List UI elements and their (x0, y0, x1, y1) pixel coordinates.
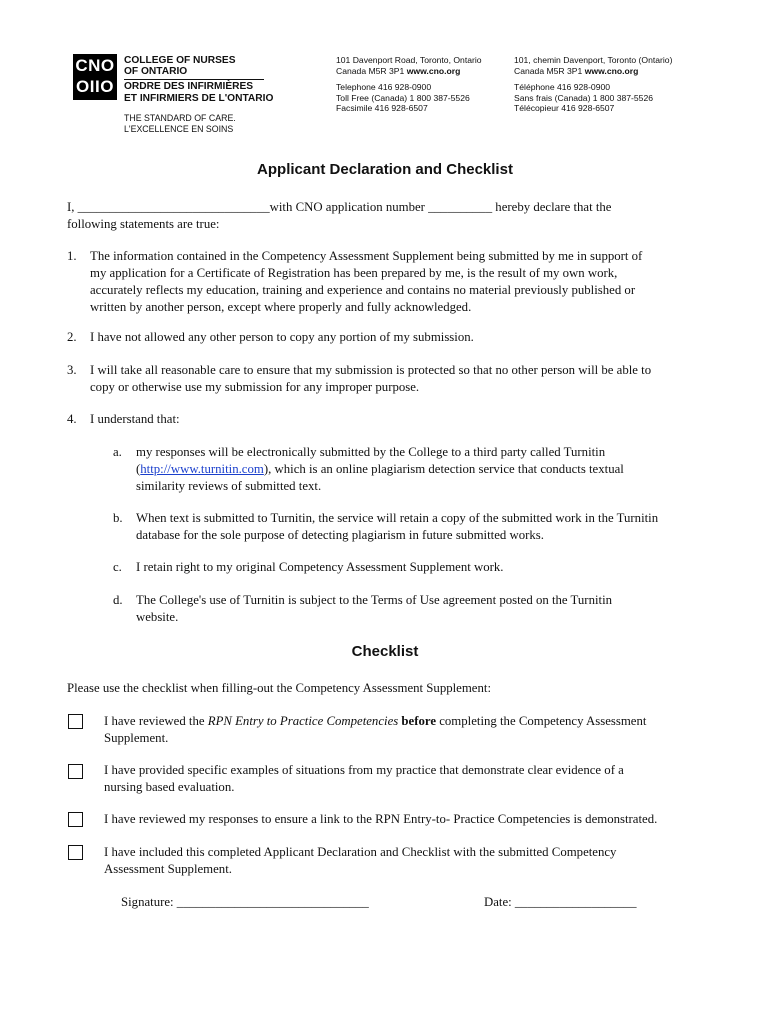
item-number: 3. (67, 363, 77, 377)
checklist-item-2 (104, 762, 624, 796)
subitem-a (136, 444, 624, 495)
address-city-line (336, 66, 482, 77)
checklist-checkbox-4[interactable] (68, 845, 83, 860)
declaration-title: Applicant Declaration and Checklist (257, 161, 513, 178)
checklist-item-line: I have provided specific examples of situations from my practice that demonstrate clear evidence of a (104, 763, 624, 777)
item-line: written by another person, except where properly and fully acknowledged. (90, 300, 472, 314)
signature-field[interactable]: Signature: ______________________________ (121, 895, 369, 909)
address-city-line (514, 66, 672, 77)
organization-names (124, 55, 273, 104)
address-tollfree: Toll Free (Canada) 1 800 387-5526 (336, 92, 470, 103)
logo-text-top: CNO (75, 56, 115, 75)
subitem-line: When text is submitted to Turnitin, the service will retain a copy of the submitted work in the Turnitin (136, 511, 659, 525)
turnitin-link[interactable]: http://www.turnitin.com (140, 462, 264, 476)
subitem-line: my responses will be electronically submitted by the College to a third party called Turnitin (136, 445, 606, 459)
address-city: Canada M5R 3P1 (514, 65, 585, 76)
subitem-b (136, 510, 658, 544)
checklist-item-line: Assessment Supplement. (104, 862, 232, 876)
declaration-item-4 (90, 411, 180, 428)
declaration-intro-line2: following statements are true: (67, 217, 220, 231)
checklist-item-1 (104, 713, 646, 747)
address-phone: Telephone 416 928-0900 (336, 82, 432, 93)
subitem-line: similarity reviews of submitted text. (136, 479, 322, 493)
address-city: Canada M5R 3P1 (336, 65, 407, 76)
subitem-d (136, 592, 612, 626)
address-fax: Facsimile 416 928-6507 (336, 103, 428, 114)
checklist-item-line: I have included this completed Applicant Declaration and Checklist with the submitted Competency (104, 845, 617, 859)
subitem-letter: a. (113, 445, 122, 459)
subitem-line (136, 461, 624, 478)
address-english (336, 55, 482, 114)
item-line: I understand that: (90, 412, 180, 426)
checklist-item-3 (104, 811, 657, 828)
declaration-item-1 (90, 248, 642, 316)
subitem-letter: d. (113, 593, 123, 607)
website-link[interactable]: www.cno.org (584, 65, 639, 76)
declaration-intro-line1: I, ______________________________with CNO application number __________ hereby declare that the (67, 200, 612, 214)
item-line: I have not allowed any other person to copy any portion of my submission. (90, 330, 474, 344)
checklist-intro: Please use the checklist when filling-out the Competency Assessment Supplement: (67, 681, 491, 695)
address-phone: Téléphone 416 928-0900 (514, 82, 611, 93)
checklist-checkbox-2[interactable] (68, 764, 83, 779)
address-street: 101 Davenport Road, Toronto, Ontario (336, 55, 482, 65)
emphasis-before: before (398, 714, 437, 728)
declaration-item-3 (90, 362, 651, 396)
item-number: 2. (67, 330, 77, 344)
checklist-text: I have reviewed the (104, 714, 208, 728)
tagline-en: THE STANDARD OF CARE. (124, 113, 236, 123)
address-tollfree: Sans frais (Canada) 1 800 387-5526 (514, 92, 654, 103)
subitem-line: website. (136, 610, 179, 624)
address-fax: Télécopieur 416 928-6507 (514, 103, 615, 114)
cno-logo (73, 54, 117, 100)
subitem-line-suffix: ), which is an online plagiarism detection service that conducts textual (263, 462, 624, 476)
logo-text-bottom: OIIO (76, 77, 114, 96)
org-name-en-line2: OF ONTARIO (124, 66, 188, 78)
subitem-c (136, 559, 504, 576)
item-number: 4. (67, 412, 77, 426)
paren-open: ( (136, 462, 141, 476)
checklist-checkbox-3[interactable] (68, 812, 83, 827)
date-field[interactable]: Date: ___________________ (484, 895, 637, 909)
tagline (124, 113, 236, 135)
item-number: 1. (67, 249, 77, 263)
checklist-item-line: nursing based evaluation. (104, 780, 235, 794)
checklist-title: Checklist (351, 643, 419, 660)
declaration-intro (67, 199, 611, 233)
address-french (514, 55, 672, 114)
subitem-line: I retain right to my original Competency Assessment Supplement work. (136, 560, 504, 574)
website-link[interactable]: www.cno.org (406, 65, 461, 76)
subitem-line: database for the sole purpose of detecting plagiarism in future submitted works. (136, 528, 544, 542)
address-street: 101, chemin Davenport, Toronto (Ontario) (514, 55, 673, 65)
subitem-line: The College's use of Turnitin is subject to the Terms of Use agreement posted on the Turnitin (136, 593, 613, 607)
item-line: The information contained in the Competency Assessment Supplement being submitted by me in support of (90, 249, 643, 263)
subitem-letter: b. (113, 511, 123, 525)
org-name-en-line1: COLLEGE OF NURSES (124, 55, 236, 66)
checklist-item-line: Supplement. (104, 731, 169, 745)
org-name-fr-line1: ORDRE DES INFIRMIÈRES (124, 81, 254, 93)
checklist-item-line: I have reviewed my responses to ensure a link to the RPN Entry-to- Practice Competencies is demonstrated. (104, 812, 658, 826)
tagline-fr: L'EXCELLENCE EN SOINS (124, 124, 234, 134)
subitem-letter: c. (113, 560, 122, 574)
declaration-item-2 (90, 329, 474, 346)
org-name-fr-line2: ET INFIRMIERS DE L'ONTARIO (124, 92, 274, 104)
checklist-text: completing the Competency Assessment (436, 714, 647, 728)
checklist-item-4 (104, 844, 616, 878)
competencies-reference: RPN Entry to Practice Competencies (207, 714, 399, 728)
item-line: copy or otherwise use my submission for any improper purpose. (90, 380, 420, 394)
item-line: I will take all reasonable care to ensure that my submission is protected so that no other person will be able to (90, 363, 652, 377)
checklist-checkbox-1[interactable] (68, 714, 83, 729)
item-line: my application for a Certificate of Registration has been prepared by me, is the result of my own work, (90, 266, 618, 280)
item-line: accurately reflects my education, training and experience and contains no material previously published or (90, 283, 636, 297)
checklist-item-line (104, 713, 646, 730)
